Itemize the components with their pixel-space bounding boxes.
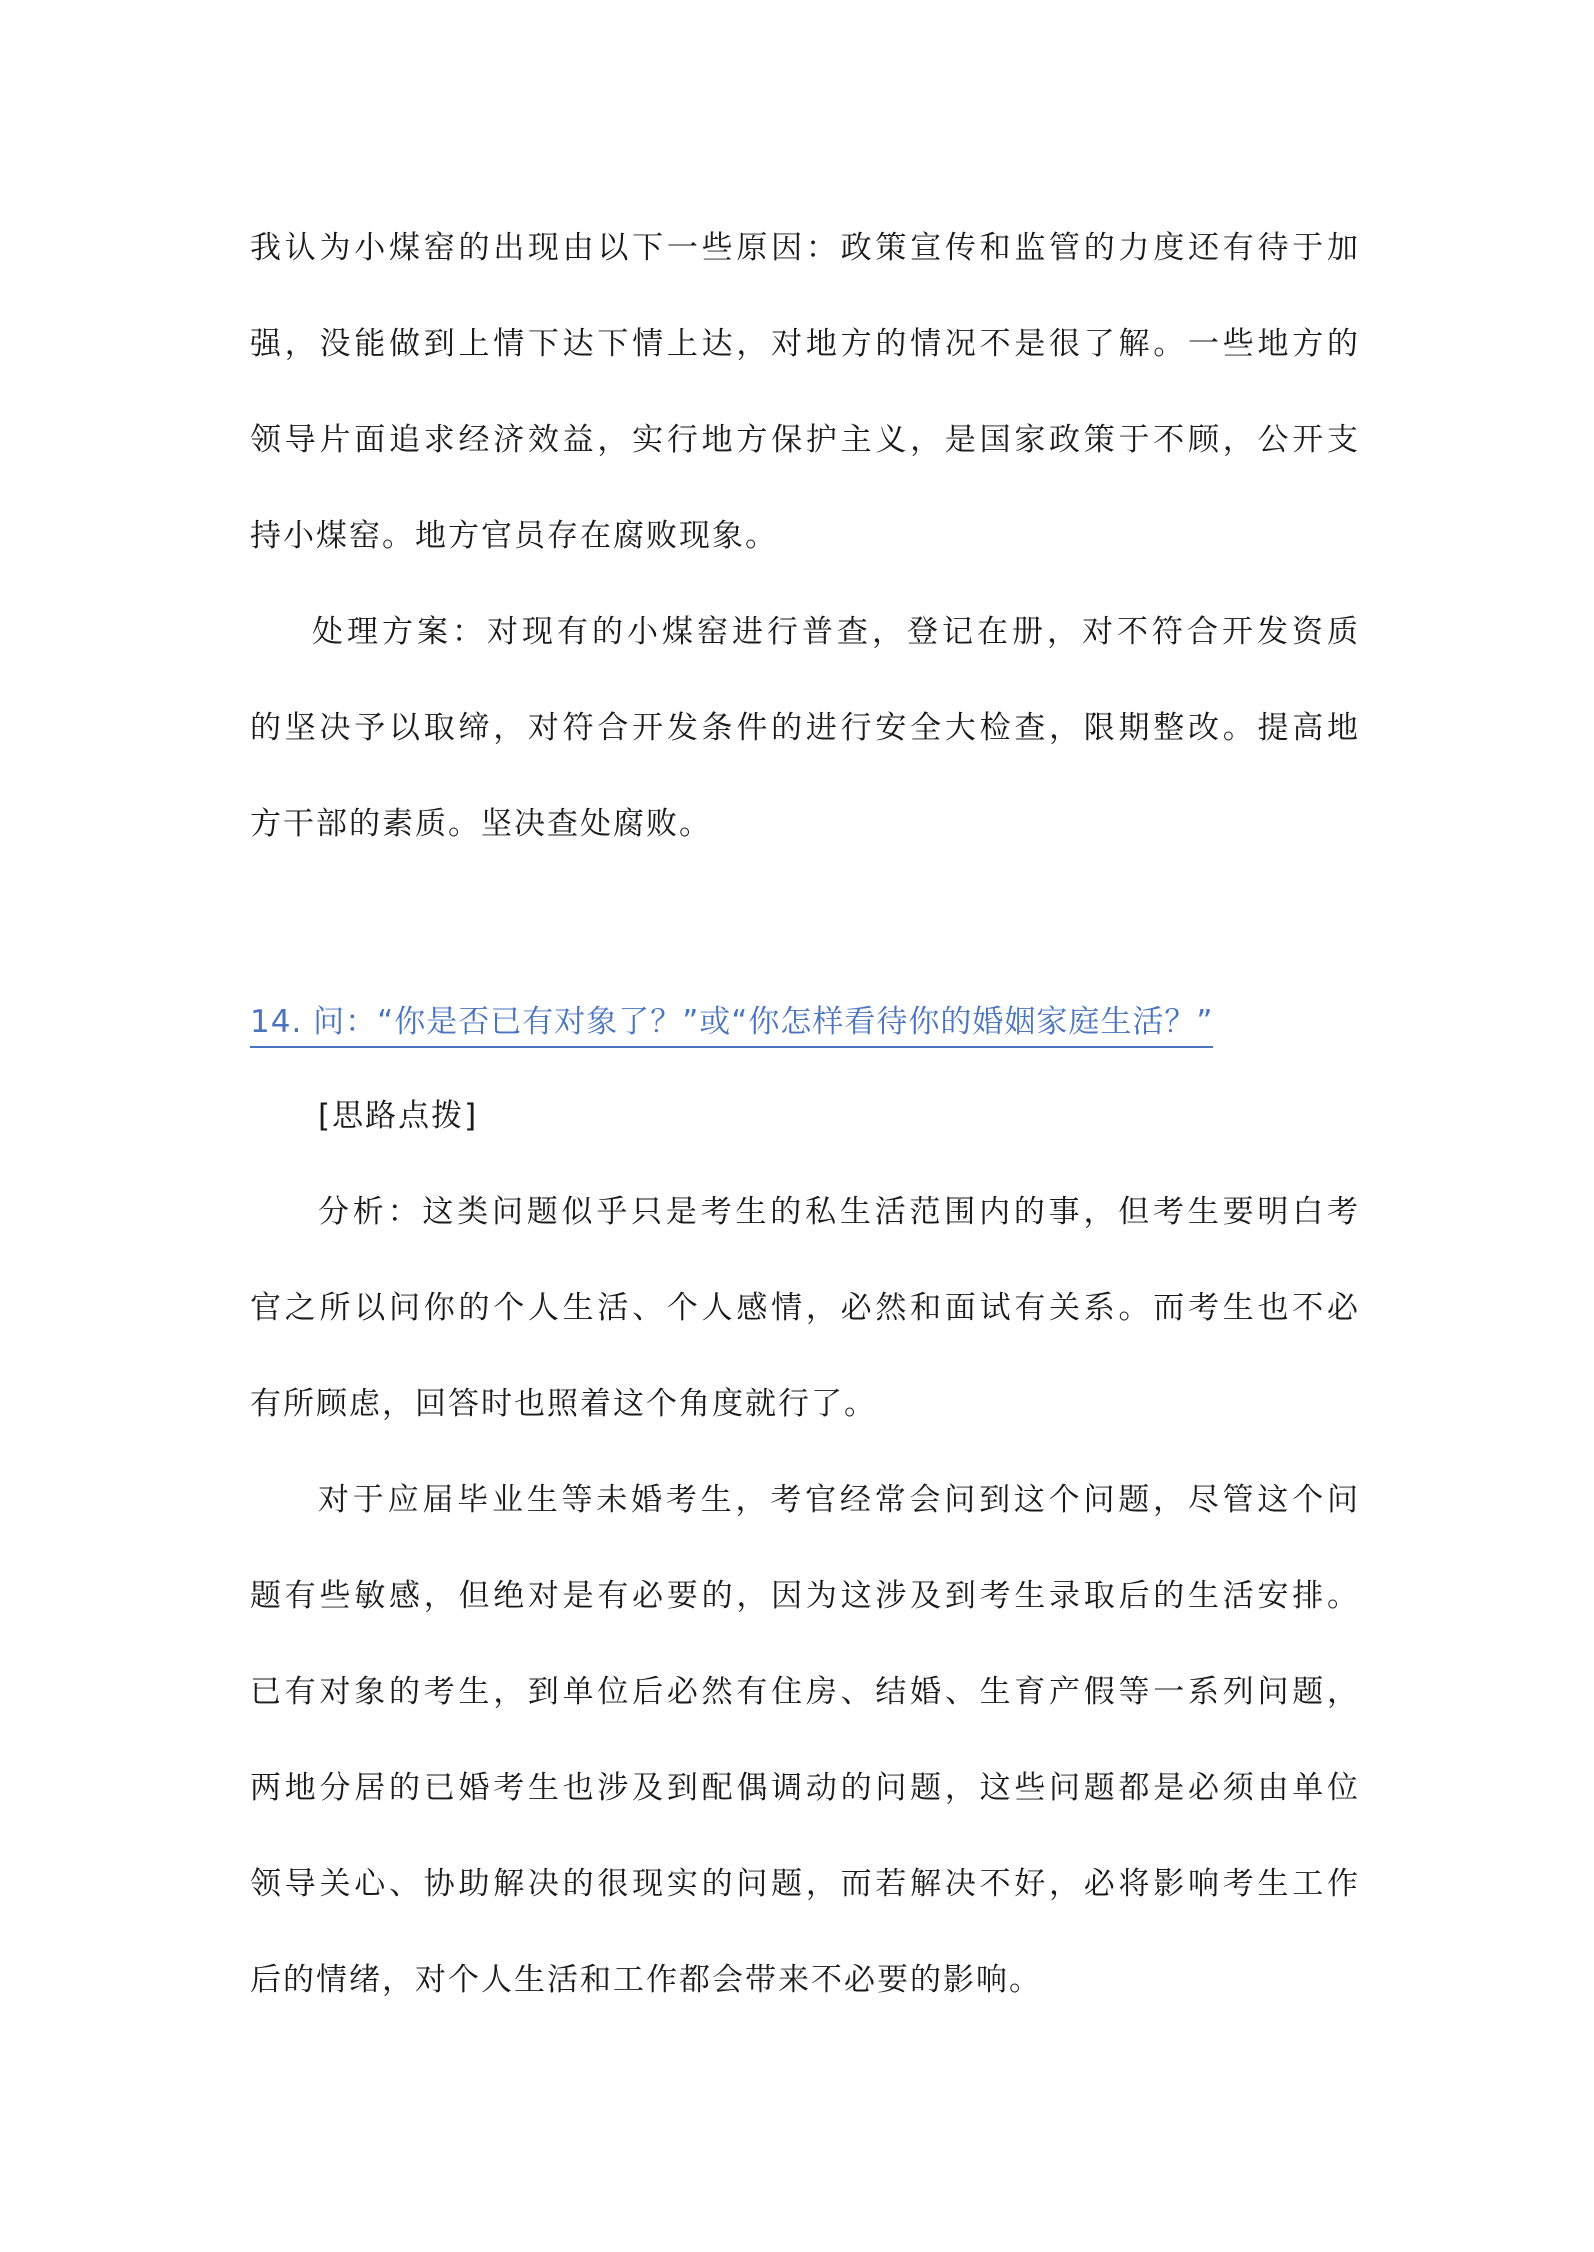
paragraph-1-line-3: 领导片面追求经济效益，实行地方保护主义，是国家政策于不顾，公开支 — [250, 422, 1360, 458]
paragraph-2-line-3: 方干部的素质。坚决查处腐败。 — [250, 806, 712, 842]
paragraph-2-line-1: 处理方案：对现有的小煤窑进行普查，登记在册，对不符合开发资质 — [312, 614, 1360, 650]
paragraph-1-line-2: 强，没能做到上情下达下情上达，对地方的情况不是很了解。一些地方的 — [250, 326, 1360, 362]
paragraph-4-line-5: 领导关心、协助解决的很现实的问题，而若解决不好，必将影响考生工作 — [250, 1866, 1360, 1902]
paragraph-1-line-1: 我认为小煤窑的出现由以下一些原因：政策宣传和监管的力度还有待于加 — [250, 230, 1360, 266]
paragraph-1-line-4: 持小煤窑。地方官员存在腐败现象。 — [250, 518, 778, 554]
paragraph-4-line-3: 已有对象的考生，到单位后必然有住房、结婚、生育产假等一系列问题， — [250, 1674, 1360, 1710]
paragraph-4-line-6: 后的情绪，对个人生活和工作都会带来不必要的影响。 — [250, 1962, 1042, 1998]
paragraph-3-line-3: 有所顾虑，回答时也照着这个角度就行了。 — [250, 1386, 877, 1422]
hint-label: [思路点拨] — [318, 1098, 479, 1134]
paragraph-4-line-1: 对于应届毕业生等未婚考生，考官经常会问到这个问题，尽管这个问 — [318, 1482, 1360, 1518]
paragraph-3-line-2: 官之所以问你的个人生活、个人感情，必然和面试有关系。而考生也不必 — [250, 1290, 1360, 1326]
section-heading-link[interactable]: 14. 问：“你是否已有对象了？”或“你怎样看待你的婚姻家庭生活？” — [250, 1000, 1213, 1048]
paragraph-2-line-2: 的坚决予以取缔，对符合开发条件的进行安全大检查，限期整改。提高地 — [250, 710, 1360, 746]
paragraph-4-line-4: 两地分居的已婚考生也涉及到配偶调动的问题，这些问题都是必须由单位 — [250, 1770, 1360, 1806]
paragraph-4-line-2: 题有些敏感，但绝对是有必要的，因为这涉及到考生录取后的生活安排。 — [250, 1578, 1360, 1614]
paragraph-3-line-1: 分析：这类问题似乎只是考生的私生活范围内的事，但考生要明白考 — [318, 1194, 1360, 1230]
